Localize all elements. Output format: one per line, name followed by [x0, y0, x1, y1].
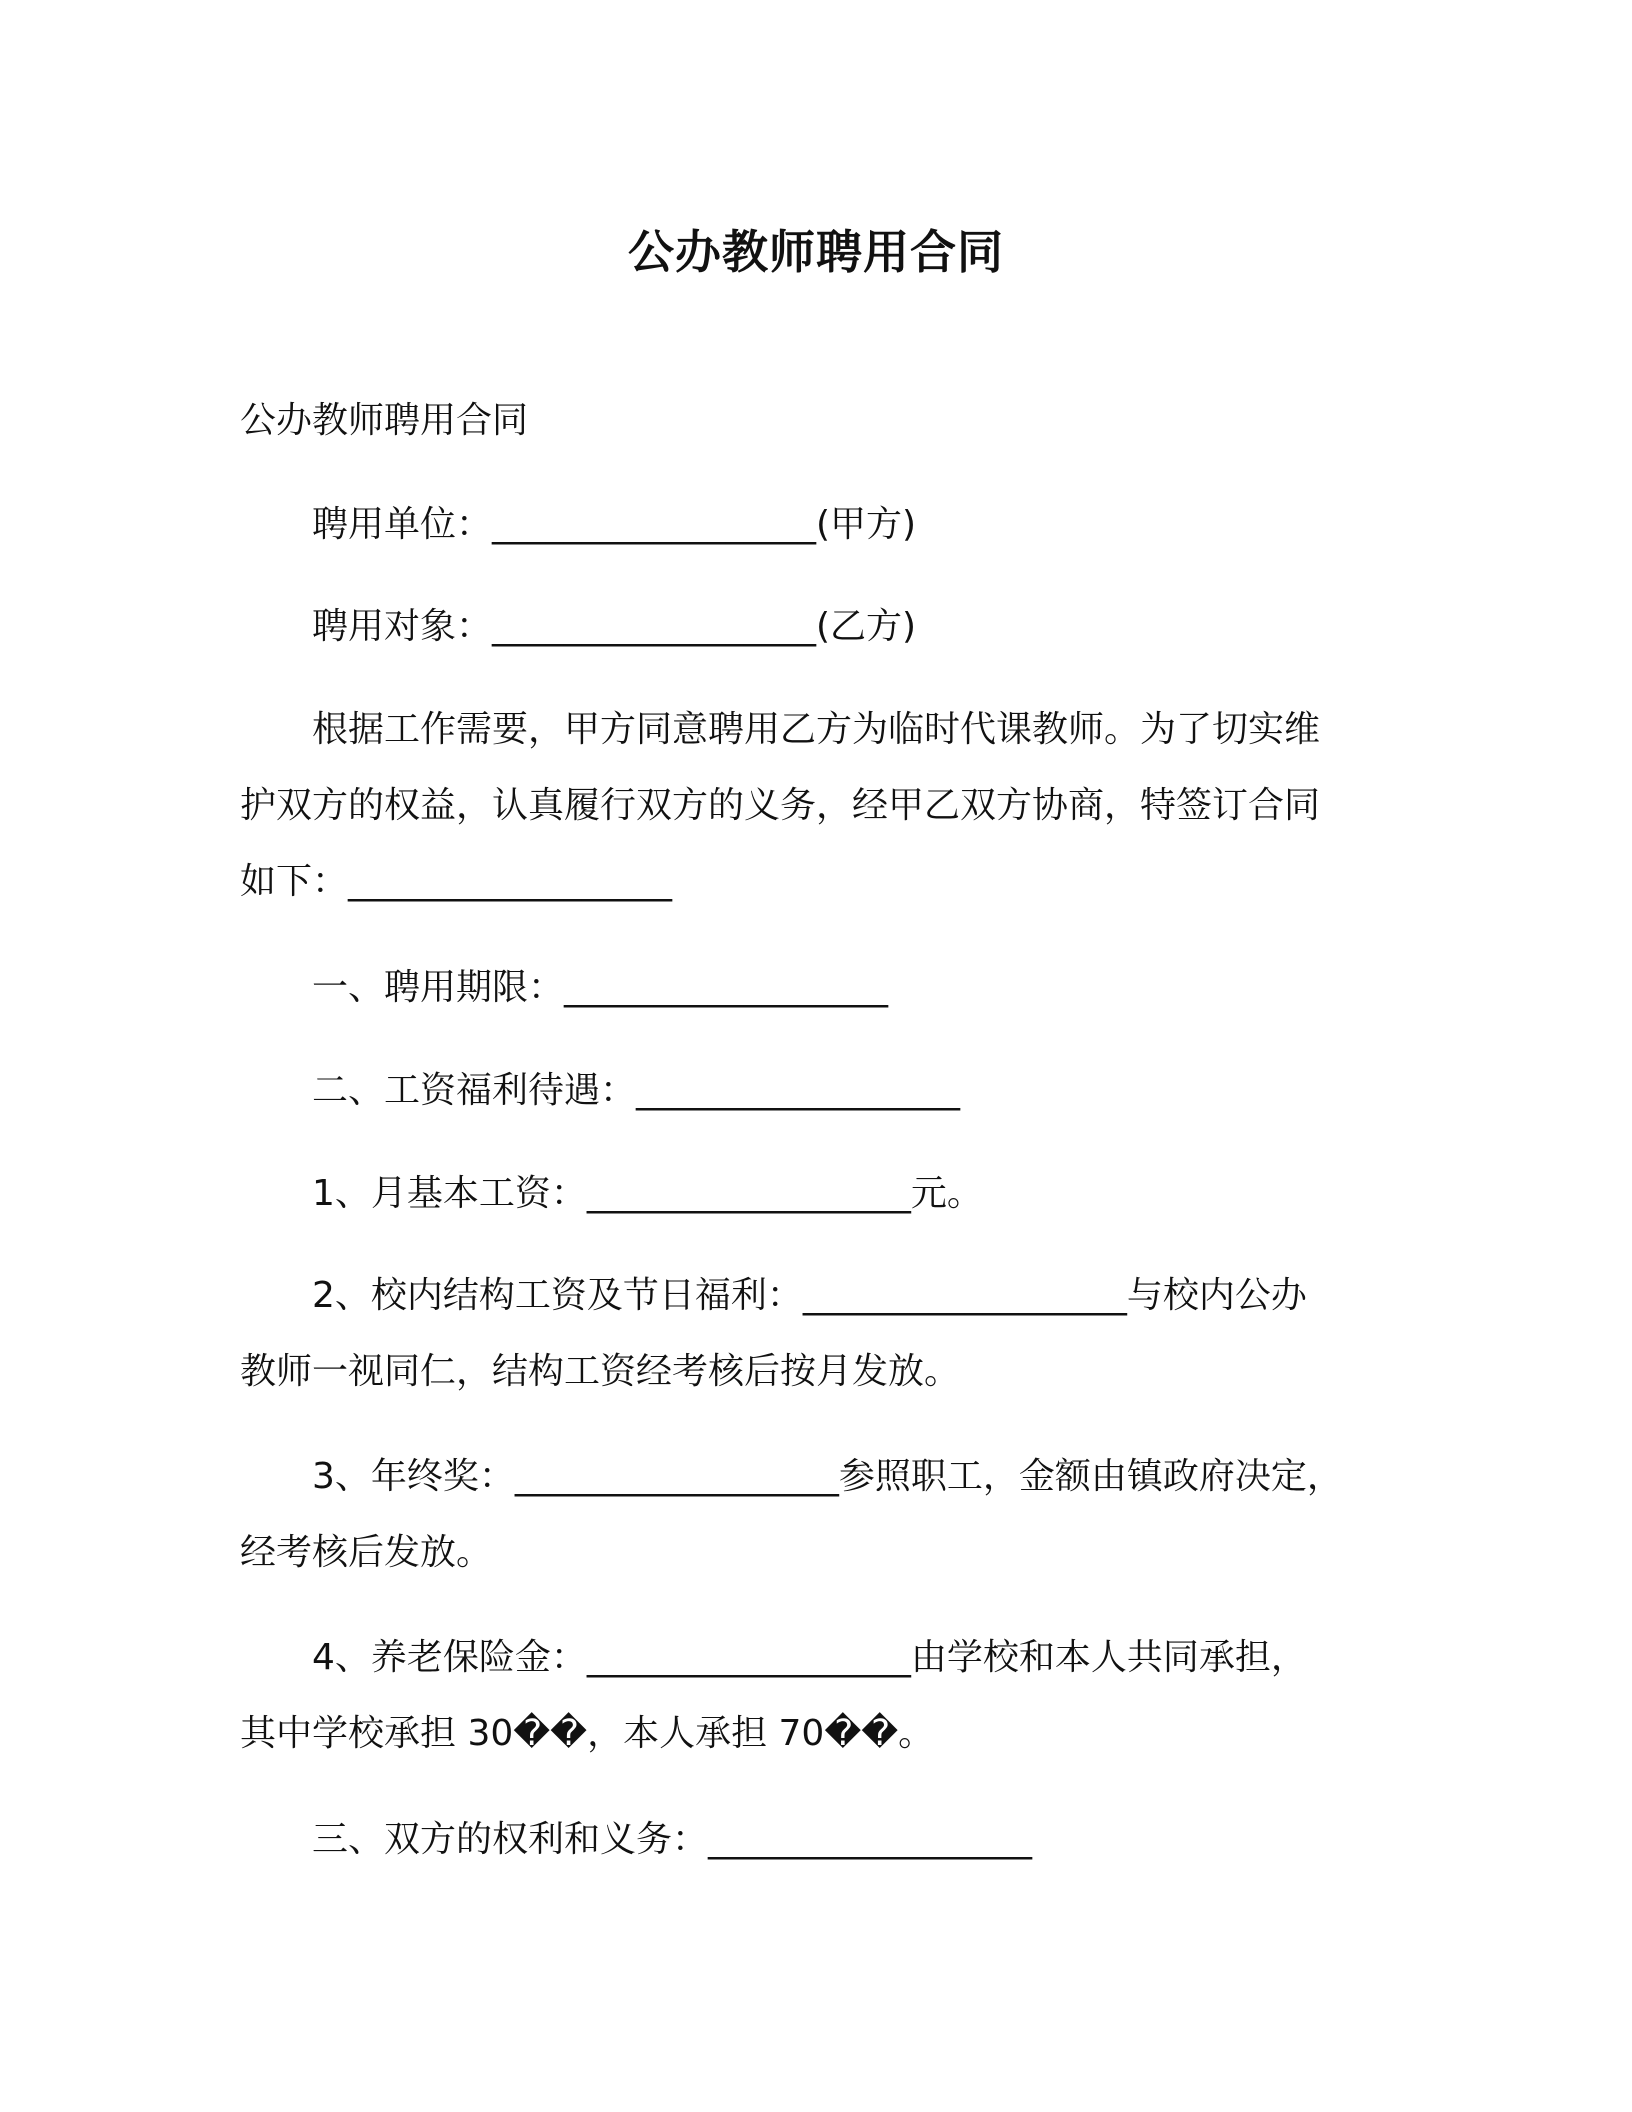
section-salary: 二、工资福利待遇：__________________: [312, 1070, 961, 1111]
item-base-salary: 1、月基本工资：__________________元。: [312, 1173, 983, 1214]
section-term: 一、聘用期限：__________________: [312, 967, 889, 1008]
item-structure-salary-line-1: 2、校内结构工资及节日福利：__________________与校内公办: [312, 1275, 1307, 1316]
item-structure-salary-line-2: 教师一视同仁，结构工资经考核后按月发放。: [240, 1351, 961, 1392]
item-pension-line-2: 其中学校承担 30��，本人承担 70��。: [240, 1713, 935, 1754]
employee-line: 聘用对象：__________________(乙方): [312, 606, 917, 647]
document-subtitle: 公办教师聘用合同: [240, 400, 529, 441]
item-year-end-bonus-line-2: 经考核后发放。: [240, 1532, 493, 1573]
item-pension-line-1: 4、养老保险金：__________________由学校和本人共同承担，: [312, 1637, 1307, 1678]
preamble-line-3: 如下：__________________: [240, 861, 673, 902]
section-rights-duties: 三、双方的权利和义务：__________________: [312, 1819, 1033, 1860]
employer-line: 聘用单位：__________________(甲方): [312, 504, 917, 545]
item-year-end-bonus-line-1: 3、年终奖：__________________参照职工，金额由镇政府决定，: [312, 1456, 1343, 1497]
document-title: 公办教师聘用合同: [628, 225, 1004, 279]
preamble-line-2: 护双方的权益，认真履行双方的义务，经甲乙双方协商，特签订合同: [240, 785, 1321, 826]
preamble-line-1: 根据工作需要，甲方同意聘用乙方为临时代课教师。为了切实维: [312, 709, 1321, 750]
